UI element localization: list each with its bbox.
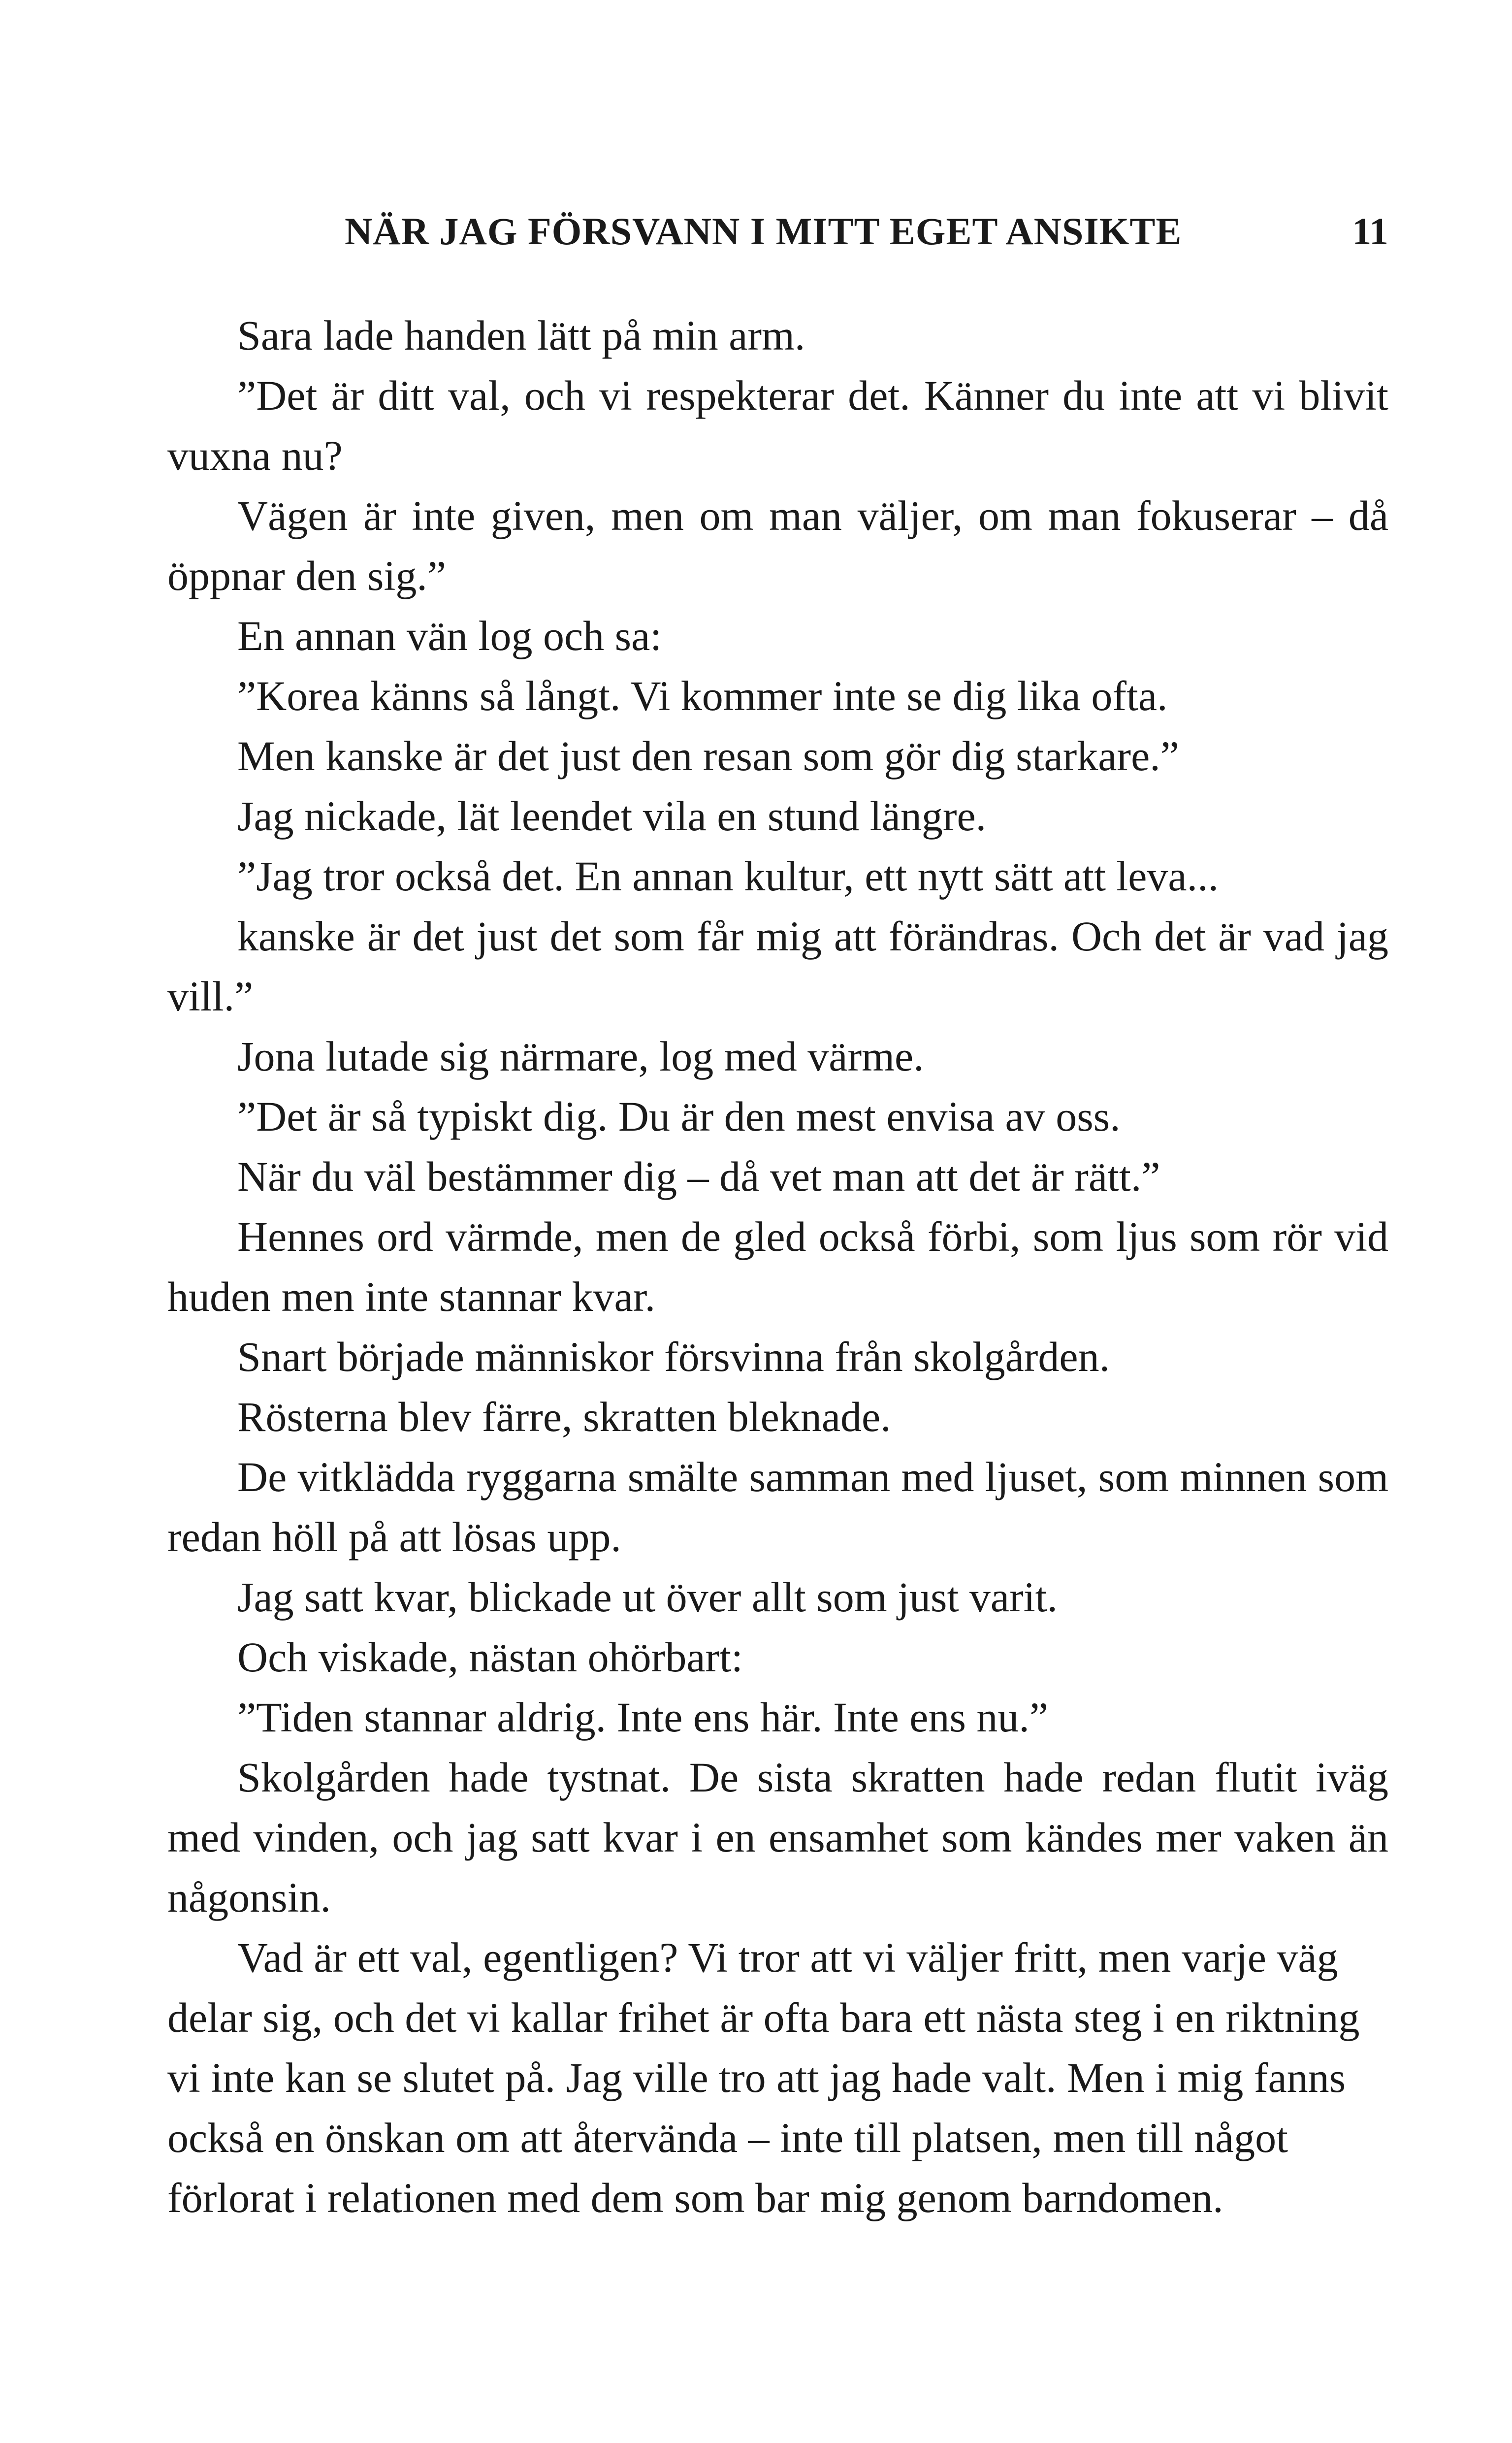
- page-header: [167, 204, 1388, 259]
- paragraph: Hennes ord värmde, men de gled också förbi, som ljus som rör vid huden men inte stannar kvar.: [167, 1213, 1388, 1320]
- body-text: [167, 305, 1388, 2228]
- paragraph: Jona lutade sig närmare, log med värme.: [237, 1033, 924, 1080]
- paragraph: Men kanske är det just den resan som gör dig starkare.”: [237, 732, 1179, 780]
- paragraph: Sara lade handen lätt på min arm.: [237, 312, 805, 359]
- paragraph: En annan vän log och sa:: [237, 612, 662, 659]
- paragraph: ”Det är ditt val, och vi respekterar det. Känner du inte att vi blivit vuxna nu?: [167, 372, 1388, 479]
- paragraph: ”Jag tror också det. En annan kultur, ett nytt sätt att leva...: [237, 852, 1219, 900]
- paragraph: Snart började människor försvinna från skolgården.: [237, 1333, 1110, 1380]
- paragraph: Vägen är inte given, men om man väljer, om man fokuserar – då öppnar den sig.”: [167, 492, 1388, 599]
- paragraph: Skolgården hade tystnat. De sista skratten hade redan flutit iväg med vinden, och jag satt kvar i en ensamhet som kändes mer vaken än någonsin.: [167, 1754, 1388, 1921]
- paragraph: kanske är det just det som får mig att förändras. Och det är vad jag vill.”: [167, 912, 1388, 1020]
- paragraph: ”Korea känns så långt. Vi kommer inte se dig lika ofta.: [237, 672, 1168, 719]
- page-number: 11: [1352, 210, 1388, 253]
- paragraph: ”Tiden stannar aldrig. Inte ens här. Inte ens nu.”: [237, 1694, 1049, 1741]
- paragraph: Jag satt kvar, blickade ut över allt som just varit.: [237, 1573, 1058, 1621]
- paragraph: Jag nickade, lät leendet vila en stund längre.: [237, 792, 987, 840]
- paragraph: De vitklädda ryggarna smälte samman med ljuset, som minnen som redan höll på att lösas upp.: [167, 1453, 1388, 1561]
- running-title: NÄR JAG FÖRSVANN I MITT EGET ANSIKTE: [345, 210, 1182, 253]
- paragraph: Och viskade, nästan ohörbart:: [237, 1633, 743, 1681]
- paragraph: Rösterna blev färre, skratten bleknade.: [237, 1393, 891, 1440]
- paragraph: ”Det är så typiskt dig. Du är den mest envisa av oss.: [237, 1093, 1121, 1140]
- paragraph: När du väl bestämmer dig – då vet man att det är rätt.”: [237, 1153, 1160, 1200]
- paragraph: Vad är ett val, egentligen? Vi tror att vi väljer fritt, men varje väg delar sig, och det vi kallar frihet är ofta bara ett nästa steg i en riktning vi inte kan se slutet på. Jag ville tro att jag hade valt. Men i mig fanns också en önskan om att återvända – inte till platsen, men till något förlorat i relationen med dem som bar mig genom barndomen.: [167, 1934, 1360, 2221]
